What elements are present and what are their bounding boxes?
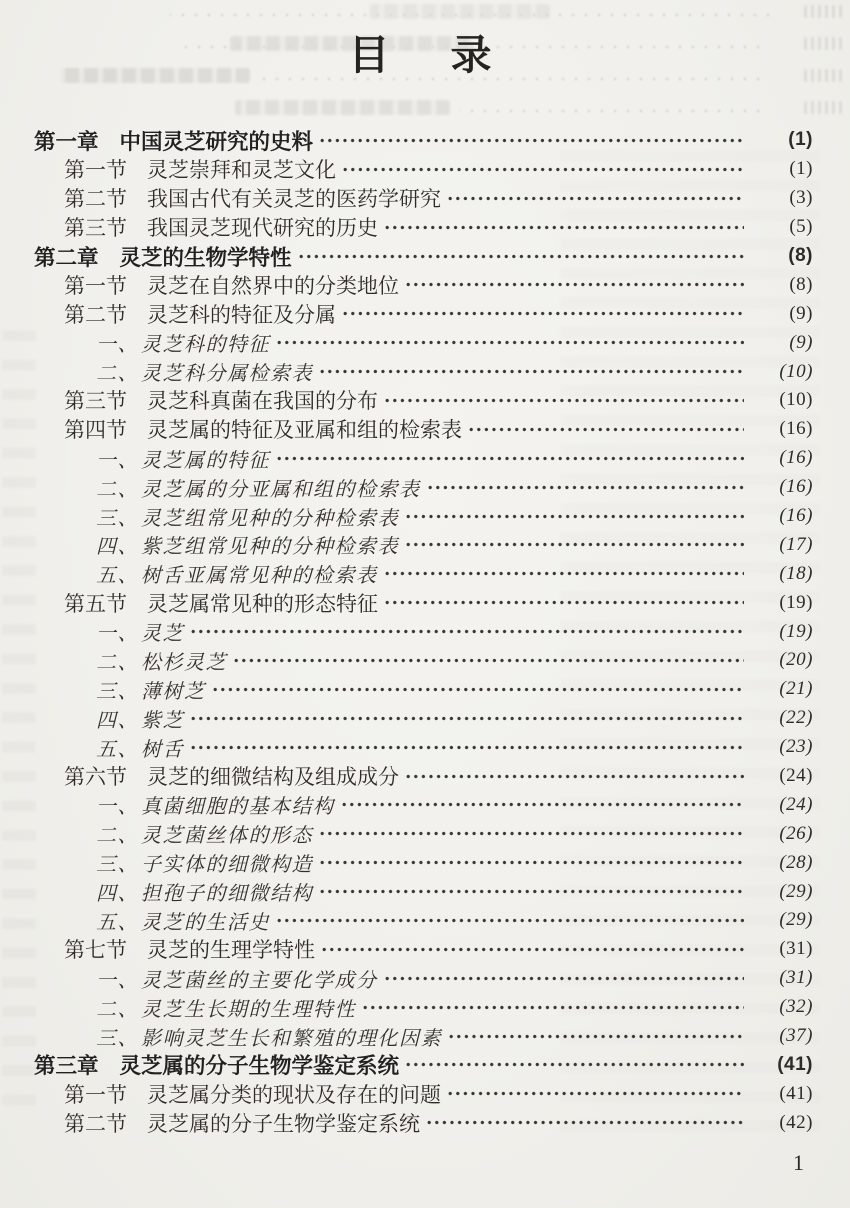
toc-entry-title: 紫芝 xyxy=(141,709,184,732)
toc-entry-label: 第一节 xyxy=(64,273,127,298)
toc-entry-page: (18) xyxy=(779,562,813,584)
toc-entry xyxy=(34,617,813,646)
toc-entry-label: 五、 xyxy=(96,565,139,588)
dot-leader xyxy=(448,196,744,201)
toc-entry-label: 二、 xyxy=(96,363,139,386)
toc-entry-title: 树舌亚属常见种的检索表 xyxy=(141,565,378,588)
toc-entry-page: (41) xyxy=(777,1053,813,1075)
toc-entry-title: 灵芝属常见种的形态特征 xyxy=(147,591,378,616)
toc-entry xyxy=(34,848,813,877)
dot-leader xyxy=(406,1062,744,1067)
page-title: 目 录 xyxy=(348,32,502,78)
toc-entry-label: 二、 xyxy=(96,651,139,674)
toc-entry-page: (31) xyxy=(779,967,813,989)
toc-entry xyxy=(34,906,813,935)
toc-entry xyxy=(34,155,813,184)
dot-leader xyxy=(277,340,744,345)
toc-entry-page: (22) xyxy=(779,707,813,729)
dot-leader xyxy=(428,485,745,490)
toc-entry xyxy=(34,444,813,473)
dot-leader xyxy=(406,514,744,519)
toc-entry-title: 灵芝属的特征及亚属和组的检索表 xyxy=(147,418,462,443)
toc-entry-label: 第三节 xyxy=(64,389,127,414)
toc-entry xyxy=(34,386,813,415)
dot-leader xyxy=(277,918,744,923)
toc-entry-title: 灵芝属的分亚属和组的检索表 xyxy=(141,478,421,501)
toc-entry-label: 三、 xyxy=(96,507,139,530)
toc-entry xyxy=(34,588,813,617)
toc-entry-page: (19) xyxy=(779,591,813,613)
toc-entry-page: (10) xyxy=(779,360,813,382)
toc-entry-page: (28) xyxy=(779,851,813,873)
toc-entry-page: (8) xyxy=(788,245,813,266)
dot-leader xyxy=(427,1120,744,1125)
dot-leader xyxy=(385,225,744,230)
toc-entry-title: 灵芝 xyxy=(141,623,184,646)
toc-entry xyxy=(34,299,813,328)
toc-entry xyxy=(34,1079,813,1108)
toc-entry-page: (16) xyxy=(779,418,813,440)
toc-entry-label: 第四节 xyxy=(64,418,127,443)
toc-entry-title: 紫芝组常见种的分种检索表 xyxy=(141,536,399,559)
dot-leader xyxy=(213,687,745,692)
toc-entry-label: 一、 xyxy=(96,449,139,472)
toc-entry-title: 灵芝的细微结构及组成成分 xyxy=(147,765,399,790)
toc-entry-page: (16) xyxy=(779,505,813,527)
toc-entry-title: 灵芝崇拜和灵芝文化 xyxy=(147,158,336,183)
toc-entry-title: 真菌细胞的基本结构 xyxy=(141,796,335,819)
toc-entry-page: (3) xyxy=(789,187,813,209)
toc-entry-label: 四、 xyxy=(96,709,139,732)
toc-entry xyxy=(34,502,813,531)
toc-entry-page: (24) xyxy=(779,765,813,787)
toc-entry-label: 二、 xyxy=(96,478,139,501)
toc-entry-title: 灵芝科的特征及分属 xyxy=(147,302,336,327)
dot-leader xyxy=(343,167,744,172)
dot-leader xyxy=(385,976,745,981)
toc-entry xyxy=(34,270,813,299)
toc-entry-label: 第二节 xyxy=(64,1111,127,1136)
toc-entry xyxy=(34,704,813,733)
dot-leader xyxy=(385,571,745,576)
toc-entry-page: (5) xyxy=(789,216,813,238)
toc-entry-page: (1) xyxy=(789,158,813,180)
dot-leader xyxy=(191,716,744,721)
toc-entry-title: 灵芝在自然界中的分类地位 xyxy=(147,273,399,298)
toc-entry-title: 灵芝菌丝的主要化学成分 xyxy=(141,969,378,992)
toc-entry-title: 灵芝属的分子生物学鉴定系统 xyxy=(147,1111,420,1136)
toc-entry-page: (42) xyxy=(779,1111,813,1133)
dot-leader xyxy=(277,456,744,461)
toc-entry-title: 灵芝组常见种的分种检索表 xyxy=(141,507,399,530)
toc-entry-page: (41) xyxy=(779,1082,813,1104)
toc-entry xyxy=(34,964,813,993)
toc-entry-label: 三、 xyxy=(96,680,139,703)
toc-entry-label: 第六节 xyxy=(64,765,127,790)
dot-leader xyxy=(385,600,744,605)
toc-entry xyxy=(34,790,813,819)
toc-entry-title: 灵芝的生活史 xyxy=(141,912,270,934)
toc-entry-page: (19) xyxy=(779,620,813,642)
toc-entry xyxy=(34,1022,813,1051)
toc-entry-title: 灵芝科的特征 xyxy=(141,334,270,357)
toc-entry xyxy=(34,1051,813,1080)
toc-entry-page: (31) xyxy=(779,938,813,960)
toc-entry-page: (9) xyxy=(789,302,813,324)
bleedthrough-left-margin xyxy=(2,330,36,1110)
toc-entry-page: (23) xyxy=(779,736,813,758)
toc-entry-title: 灵芝属分类的现状及存在的问题 xyxy=(147,1082,441,1107)
toc-entry-page: (32) xyxy=(779,996,813,1018)
toc-entry-label: 五、 xyxy=(96,912,139,934)
dot-leader xyxy=(406,774,744,779)
toc-entry-title: 灵芝属的特征 xyxy=(141,449,270,472)
dot-leader xyxy=(320,889,744,894)
toc-entry xyxy=(34,530,813,559)
toc-entry-title: 灵芝的生物学特性 xyxy=(119,245,292,270)
toc-entry xyxy=(34,675,813,704)
dot-leader xyxy=(343,311,744,316)
toc-entry-title: 担孢子的细微结构 xyxy=(141,883,313,906)
dot-leader xyxy=(449,1034,744,1039)
toc-entry-title: 薄树芝 xyxy=(141,680,206,703)
toc-entry-label: 一、 xyxy=(96,334,139,357)
toc-entry xyxy=(34,993,813,1022)
toc-entry-label: 五、 xyxy=(96,738,139,761)
toc-entry-page: (24) xyxy=(779,793,813,815)
toc-entry xyxy=(34,357,813,386)
dot-leader xyxy=(406,542,744,547)
toc-entry-page: (9) xyxy=(789,331,813,353)
toc-entry-label: 二、 xyxy=(96,825,139,848)
toc-entry-label: 第一节 xyxy=(64,1082,127,1107)
toc-entry xyxy=(34,935,813,964)
toc-entry-label: 第五节 xyxy=(64,591,127,616)
toc-entry-title: 松杉灵芝 xyxy=(141,651,227,674)
toc-entry xyxy=(34,184,813,213)
dot-leader xyxy=(191,745,744,750)
dot-leader xyxy=(320,369,744,374)
toc-entry-page: (37) xyxy=(779,1025,813,1047)
toc-entry-page: (21) xyxy=(779,678,813,700)
toc-entry xyxy=(34,819,813,848)
toc-entry-label: 第二节 xyxy=(64,187,127,212)
bleedthrough-line xyxy=(0,100,850,118)
dot-leader xyxy=(469,427,744,432)
toc-entry xyxy=(34,328,813,357)
toc-entry-title: 灵芝生长期的生理特性 xyxy=(141,998,356,1021)
toc-entry-label: 四、 xyxy=(96,536,139,559)
dot-leader xyxy=(234,658,744,663)
toc-entry xyxy=(34,733,813,762)
toc-entry-page: (20) xyxy=(779,649,813,671)
dot-leader xyxy=(299,254,744,259)
toc-entry-title: 树舌 xyxy=(141,738,184,761)
dot-leader xyxy=(448,1091,744,1096)
toc-entry xyxy=(34,559,813,588)
toc-entry-title: 灵芝科分属检索表 xyxy=(141,363,313,386)
toc-entry-label: 第二节 xyxy=(64,302,127,327)
toc-entry-label: 四、 xyxy=(96,883,139,906)
page-number: 1 xyxy=(793,1150,804,1175)
toc-entry-label: 二、 xyxy=(96,998,139,1021)
bleedthrough-line xyxy=(0,4,850,22)
toc-entry-title: 中国灵芝研究的史料 xyxy=(119,129,314,154)
toc-entry-title: 影响灵芝生长和繁殖的理化因素 xyxy=(141,1027,442,1050)
toc-entry xyxy=(34,242,813,271)
toc-entry-title: 灵芝属的分子生物学鉴定系统 xyxy=(119,1054,400,1079)
toc-entry-label: 三、 xyxy=(96,1027,139,1050)
toc-entry-title: 我国古代有关灵芝的医药学研究 xyxy=(147,187,441,212)
toc-entry-page: (26) xyxy=(779,822,813,844)
dot-leader xyxy=(320,860,744,865)
dot-leader xyxy=(385,398,744,403)
dot-leader xyxy=(363,1005,744,1010)
toc-entry xyxy=(34,1108,813,1137)
toc-entry-label: 第二章 xyxy=(34,245,99,270)
dot-leader xyxy=(320,138,744,143)
toc-entry-label: 一、 xyxy=(96,969,139,992)
dot-leader xyxy=(191,629,744,634)
toc-entry-label: 一、 xyxy=(96,623,139,646)
toc-entry-label: 第三章 xyxy=(34,1054,99,1079)
toc-entry-label: 三、 xyxy=(96,854,139,877)
dot-leader xyxy=(322,947,744,952)
toc-entry-title: 灵芝科真菌在我国的分布 xyxy=(147,389,378,414)
toc-entry-label: 第一章 xyxy=(34,129,99,154)
toc-entry-title: 灵芝菌丝体的形态 xyxy=(141,825,313,848)
dot-leader xyxy=(342,802,745,807)
toc-entry xyxy=(34,415,813,444)
toc-entry-title: 我国灵芝现代研究的历史 xyxy=(147,216,378,241)
toc-entry-label: 第一节 xyxy=(64,158,127,183)
toc-entry-label: 一、 xyxy=(96,796,139,819)
toc-list xyxy=(34,126,813,1137)
toc-entry-page: (16) xyxy=(779,476,813,498)
toc-entry-page: (10) xyxy=(779,389,813,411)
toc-entry-page: (29) xyxy=(779,880,813,902)
toc-entry-page: (17) xyxy=(779,533,813,555)
toc-entry xyxy=(34,473,813,502)
toc-entry-page: (1) xyxy=(788,129,813,151)
toc-entry-label: 第三节 xyxy=(64,216,127,241)
toc-entry-page: (29) xyxy=(779,909,813,931)
toc-entry-title: 子实体的细微构造 xyxy=(141,854,313,877)
toc-entry-page: (16) xyxy=(779,447,813,469)
toc-entry-label: 第七节 xyxy=(64,938,127,963)
toc-entry-title: 灵芝的生理学特性 xyxy=(147,938,315,963)
dot-leader xyxy=(406,282,744,287)
toc-entry xyxy=(34,646,813,675)
toc-entry xyxy=(34,762,813,791)
dot-leader xyxy=(320,831,744,836)
toc-entry xyxy=(34,126,813,155)
toc-entry xyxy=(34,877,813,906)
toc-entry-page: (8) xyxy=(789,273,813,295)
toc-entry xyxy=(34,213,813,242)
